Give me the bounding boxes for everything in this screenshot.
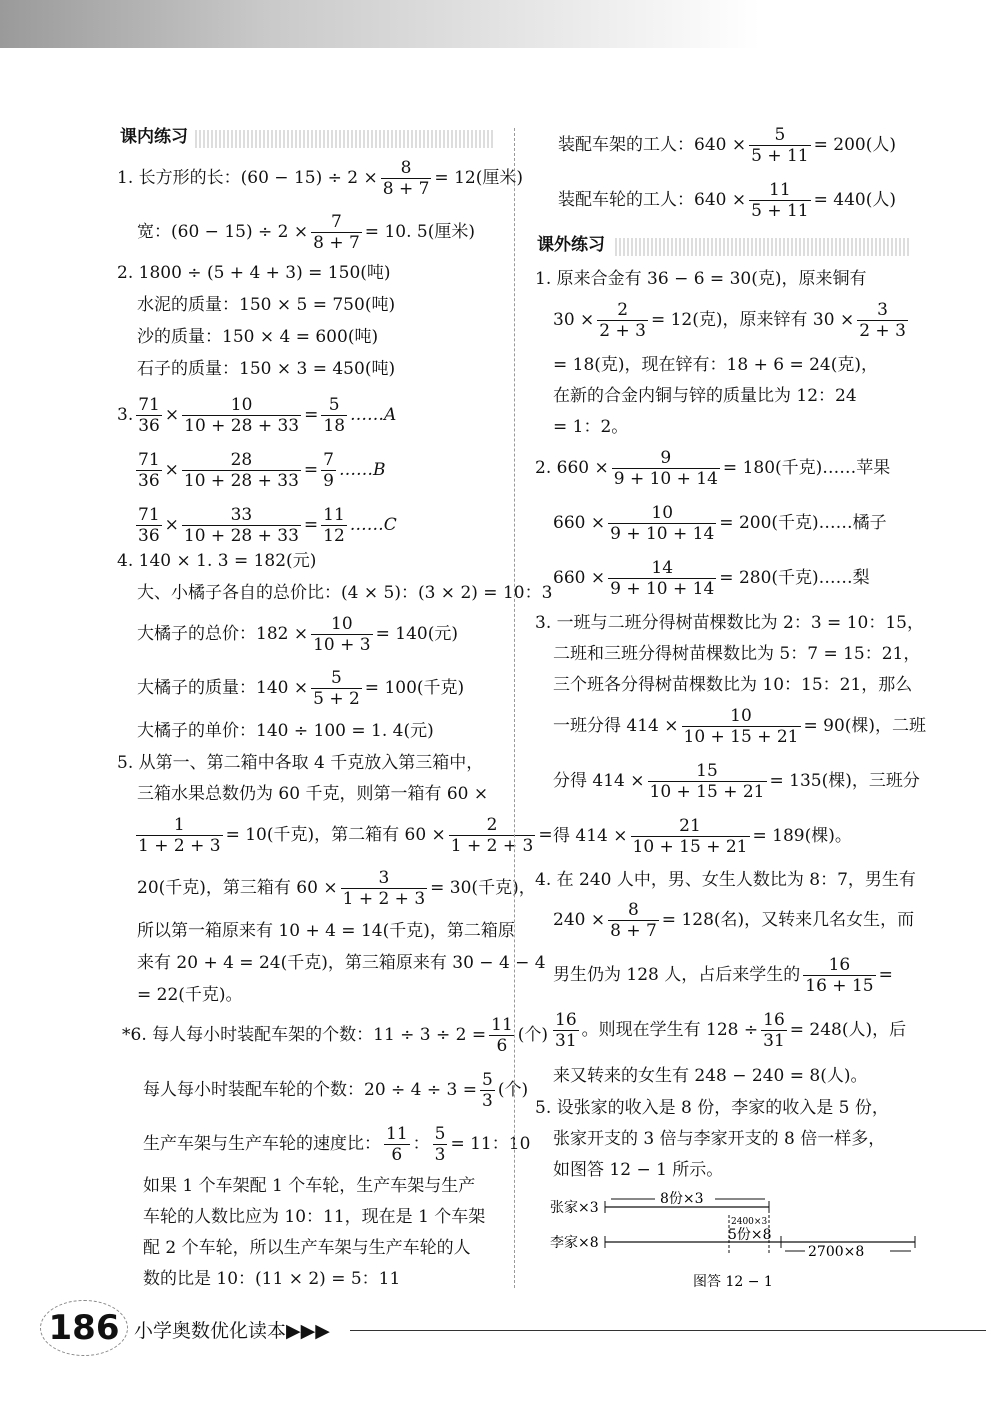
r1-line3: = 18(克)，现在锌有：18 + 6 = 24(克)， (553, 355, 878, 375)
heading-extra: 课外练习 (537, 235, 605, 255)
p3-line1: 3. $\frac{71}{36}$ × $\frac{10}{10 + 28 + 33}$ = $\frac{5}{18}$ ……A (117, 395, 397, 436)
diagram-caption: 图答 12 − 1 (693, 1274, 773, 1290)
r2-line3: 660 × $\frac{14}{9 + 10 + 14}$ = 280(千克)……梨 (553, 558, 870, 599)
p5-line1: 5. 从第一、第二箱中各取 4 千克放入第三箱中， (117, 753, 484, 773)
p6-line1: *6. 每人每小时装配车架的个数：11 ÷ 3 ÷ 2 = $\frac{11}{6}$ (个) (122, 1015, 549, 1056)
r1-line5: = 1：2。 (553, 417, 629, 437)
label-li: 李家×8 (550, 1235, 599, 1251)
p3-line3: $\frac{71}{36}$ × $\frac{33}{10 + 28 + 33}$ = $\frac{11}{12}$ ……C (138, 505, 397, 546)
r2-line2: 660 × $\frac{10}{9 + 10 + 14}$ = 200(千克)……橘子 (553, 503, 887, 544)
footer-rule (350, 1330, 986, 1331)
r2-line1: 2. 660 × $\frac{9}{9 + 10 + 14}$ = 180(千克)……苹果 (535, 448, 891, 489)
p6-line6: 配 2 个车轮，所以生产车架与生产车轮的人 (143, 1238, 471, 1258)
r4-line2: 240 × $\frac{8}{8 + 7}$ = 128(名)，又转来几名女生，而 (553, 900, 915, 941)
label-zhang: 张家×3 (550, 1200, 599, 1216)
p6-line2: 每人每小时装配车轮的个数：20 ÷ 4 ÷ 3 = $\frac{5}{3}$ (个) (143, 1070, 529, 1111)
p6-line5: 车轮的人数比应为 10：11，现在是 1 个车架 (143, 1207, 486, 1227)
r3-line4: 一班分得 414 × $\frac{10}{10 + 15 + 21}$ = 90(棵)，二班 (553, 706, 927, 747)
r1-line1: 1. 原来合金有 36 − 6 = 30(克)，原来铜有 (535, 269, 867, 289)
p4-line1: 4. 140 × 1. 3 = 182(元) (117, 551, 317, 571)
r0-line2: 装配车轮的工人：640 × $\frac{11}{5 + 11}$ = 440(人) (558, 180, 896, 221)
p4-line3: 大橘子的总价：182 × $\frac{10}{10 + 3}$ = 140(元) (137, 614, 458, 655)
p5-line4: 20(千克)，第三箱有 60 × $\frac{3}{1 + 2 + 3}$ = 30(千克)， (137, 868, 536, 909)
r4-line4: $\frac{16}{31}$ 。则现在学生有 128 ÷ $\frac{16}{31}$ = 248(人)，后 (555, 1010, 907, 1051)
r4-line5: 来又转来的女生有 248 − 240 = 8(人)。 (553, 1066, 868, 1086)
p2-line4: 石子的质量：150 × 3 = 450(吨) (137, 359, 396, 379)
book-title: 小学奥数优化读本▶▶▶ (134, 1320, 330, 1342)
p1-line1: 1. 长方形的长：(60 − 15) ÷ 2 × $\frac{8}{8 + 7}$ = 12(厘米) (117, 158, 523, 199)
p5-line3: $\frac{1}{1 + 2 + 3}$ = 10(千克)，第二箱有 60 × $\frac{2}{1 + 2 + 3}$ = (138, 815, 553, 856)
top-decoration (0, 0, 760, 48)
label-5x8: 5份×8 (728, 1227, 772, 1243)
p2-line1: 2. 1800 ÷ (5 + 4 + 3) = 150(吨) (117, 263, 391, 283)
heading-in-class: 课内练习 (120, 127, 188, 147)
p4-line2: 大、小橘子各自的总价比：(4 × 5)：(3 × 2) = 10：3 (137, 583, 553, 603)
r4-line1: 4. 在 240 人中，男、女生人数比为 8：7，男生有 (535, 870, 916, 890)
label-8x3: 8份×3 (660, 1191, 704, 1207)
r1-line4: 在新的合金内铜与锌的质量比为 12：24 (553, 386, 857, 406)
p4-line5: 大橘子的单价：140 ÷ 100 = 1. 4(元) (137, 721, 434, 741)
p4-line4: 大橘子的质量：140 × $\frac{5}{5 + 2}$ = 100(千克) (137, 668, 465, 709)
label-2700x8: 2700×8 (808, 1244, 865, 1260)
p5-line6: 来有 20 + 4 = 24(千克)，第三箱原来有 30 − 4 − 4 (137, 953, 546, 973)
r3-line1: 3. 一班与二班分得树苗棵数比为 2：3 = 10：15， (535, 613, 924, 633)
p3-line2: $\frac{71}{36}$ × $\frac{28}{10 + 28 + 33}$ = $\frac{7}{9}$ ……B (138, 450, 386, 491)
p6-line7: 数的比是 10：(11 × 2) = 5：11 (143, 1269, 401, 1289)
p5-line2: 三箱水果总数仍为 60 千克，则第一箱有 60 × (137, 784, 489, 804)
p2-line2: 水泥的质量：150 × 5 = 750(吨) (137, 295, 396, 315)
label-2400x3: 2400×3 (731, 1217, 768, 1227)
p6-line3: 生产车架与生产车轮的速度比： $\frac{11}{6}$ ： $\frac{5}{3}$ = 11：10 (143, 1124, 531, 1165)
p6-line4: 如果 1 个车架配 1 个车轮，生产车架与生产 (143, 1176, 476, 1196)
page-number: 186 (40, 1300, 128, 1356)
p2-line3: 沙的质量：150 × 4 = 600(吨) (137, 327, 379, 347)
r3-line6: 得 414 × $\frac{21}{10 + 15 + 21}$ = 189(棵)。 (553, 816, 852, 857)
p1-line2: 宽：(60 − 15) ÷ 2 × $\frac{7}{8 + 7}$ = 10. 5(厘米) (137, 212, 475, 253)
r5-line2: 张家开支的 3 倍与李家开支的 8 倍一样多， (553, 1129, 886, 1149)
heading-decoration (195, 130, 495, 148)
r3-line5: 分得 414 × $\frac{15}{10 + 15 + 21}$ = 135(棵)，三班分 (553, 761, 920, 802)
heading-decoration-2 (615, 238, 910, 256)
r5-line3: 如图答 12 − 1 所示。 (553, 1160, 724, 1180)
r0-line1: 装配车架的工人：640 × $\frac{5}{5 + 11}$ = 200(人) (558, 125, 896, 166)
income-diagram (545, 1185, 930, 1295)
p5-line5: 所以第一箱原来有 10 + 4 = 14(千克)，第二箱原 (137, 921, 515, 941)
p5-line7: = 22(千克)。 (137, 985, 243, 1005)
r3-line2: 二班和三班分得树苗棵数比为 5：7 = 15：21， (553, 644, 921, 664)
r5-line1: 5. 设张家的收入是 8 份，李家的收入是 5 份， (535, 1098, 889, 1118)
column-divider (514, 128, 515, 1288)
r1-line2: 30 × $\frac{2}{2 + 3}$ = 12(克)，原来锌有 30 × $\frac{3}{2 + 3}$ (553, 300, 906, 341)
r4-line3: 男生仍为 128 人，占后来学生的 $\frac{16}{16 + 15}$ = (553, 955, 893, 996)
r3-line3: 三个班各分得树苗棵数比为 10：15：21，那么 (553, 675, 913, 695)
